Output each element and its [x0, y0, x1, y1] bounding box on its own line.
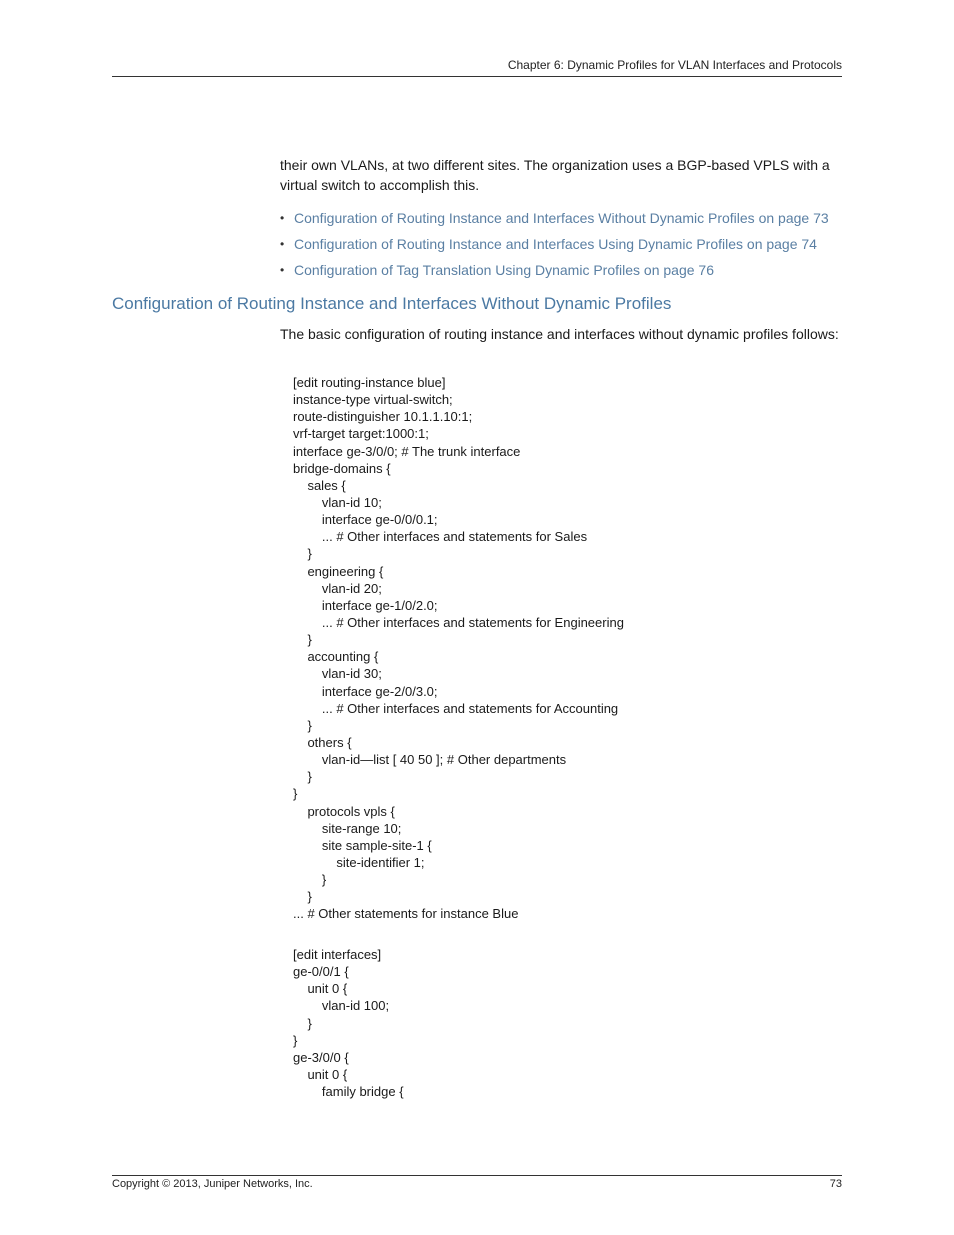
toc-link[interactable]: Configuration of Tag Translation Using Dynamic Profiles on page 76	[294, 262, 714, 278]
code-line: vlan-id 30;	[293, 666, 382, 682]
code-line: interface ge-3/0/0; # The trunk interface	[293, 443, 521, 459]
code-line: }	[293, 786, 298, 802]
code-line: vlan-id 100;	[293, 998, 390, 1014]
code-line: }	[293, 769, 312, 785]
toc-item[interactable]	[280, 260, 860, 286]
code-line: sales {	[293, 477, 346, 493]
code-block-routing-instance	[293, 374, 624, 923]
running-header: Chapter 6: Dynamic Profiles for VLAN Interfaces and Protocols	[507, 58, 842, 72]
section-heading: Configuration of Routing Instance and Interfaces Without Dynamic Profiles	[112, 294, 672, 313]
section-toc	[280, 208, 860, 286]
code-line: [edit interfaces]	[293, 947, 382, 962]
code-line: vlan-id 10;	[293, 494, 382, 510]
code-line: [edit routing-instance blue]	[293, 375, 446, 390]
code-line: ... # Other statements for instance Blue	[293, 906, 519, 922]
code-line: engineering {	[293, 563, 384, 579]
code-line: ge-0/0/1 {	[293, 964, 349, 980]
toc-link[interactable]: Configuration of Routing Instance and Interfaces Without Dynamic Profiles on page 73	[294, 210, 829, 226]
code-line: others {	[293, 734, 352, 750]
code-line: }	[293, 632, 312, 648]
code-line: site sample-site-1 {	[293, 837, 432, 853]
code-line: interface ge-2/0/3.0;	[293, 683, 438, 699]
code-line: }	[293, 889, 312, 905]
code-line: }	[293, 546, 312, 562]
code-line: protocols vpls {	[293, 803, 395, 819]
bullet-icon: •	[280, 237, 285, 251]
header-divider	[112, 76, 842, 77]
code-line: ge-3/0/0 {	[293, 1049, 349, 1065]
code-line: vlan-id—list [ 40 50 ]; # Other departments	[293, 752, 567, 768]
code-line: ... # Other interfaces and statements for Engineering	[293, 614, 624, 630]
code-line: ... # Other interfaces and statements for Accounting	[293, 700, 619, 716]
toc-item[interactable]	[280, 234, 860, 260]
code-line: bridge-domains {	[293, 460, 391, 476]
code-line: ... # Other interfaces and statements for Sales	[293, 529, 588, 545]
code-line: accounting {	[293, 649, 379, 665]
code-line: interface ge-0/0/0.1;	[293, 512, 438, 528]
code-line: }	[293, 1032, 298, 1048]
code-line: route-distinguisher 10.1.1.10:1;	[293, 409, 473, 425]
intro-paragraph: their own VLANs, at two different sites. The organization uses a BGP-based VPLS with a virtual switch to accomplish this.	[280, 157, 830, 193]
page-number: 73	[829, 1178, 842, 1190]
code-line: unit 0 {	[293, 981, 348, 997]
toc-link[interactable]: Configuration of Routing Instance and Interfaces Using Dynamic Profiles on page 74	[294, 236, 817, 252]
bullet-icon: •	[280, 211, 285, 225]
code-line: vrf-target target:1000:1;	[293, 426, 429, 442]
code-line: }	[293, 717, 312, 733]
code-block-interfaces	[293, 946, 404, 1100]
code-line: }	[293, 872, 327, 888]
code-line: site-identifier 1;	[293, 854, 425, 870]
bullet-icon: •	[280, 263, 285, 277]
code-line: site-range 10;	[293, 820, 402, 836]
copyright-notice: Copyright © 2013, Juniper Networks, Inc.	[112, 1178, 313, 1190]
body-paragraph: The basic configuration of routing instance and interfaces without dynamic profiles follows:	[280, 326, 839, 342]
code-line: unit 0 {	[293, 1066, 348, 1082]
toc-item[interactable]	[280, 208, 860, 234]
code-line: instance-type virtual-switch;	[293, 392, 453, 408]
code-line: family bridge {	[293, 1084, 404, 1100]
code-line: vlan-id 20;	[293, 580, 382, 596]
code-line: interface ge-1/0/2.0;	[293, 597, 438, 613]
code-line: }	[293, 1015, 312, 1031]
footer-divider	[112, 1175, 842, 1176]
